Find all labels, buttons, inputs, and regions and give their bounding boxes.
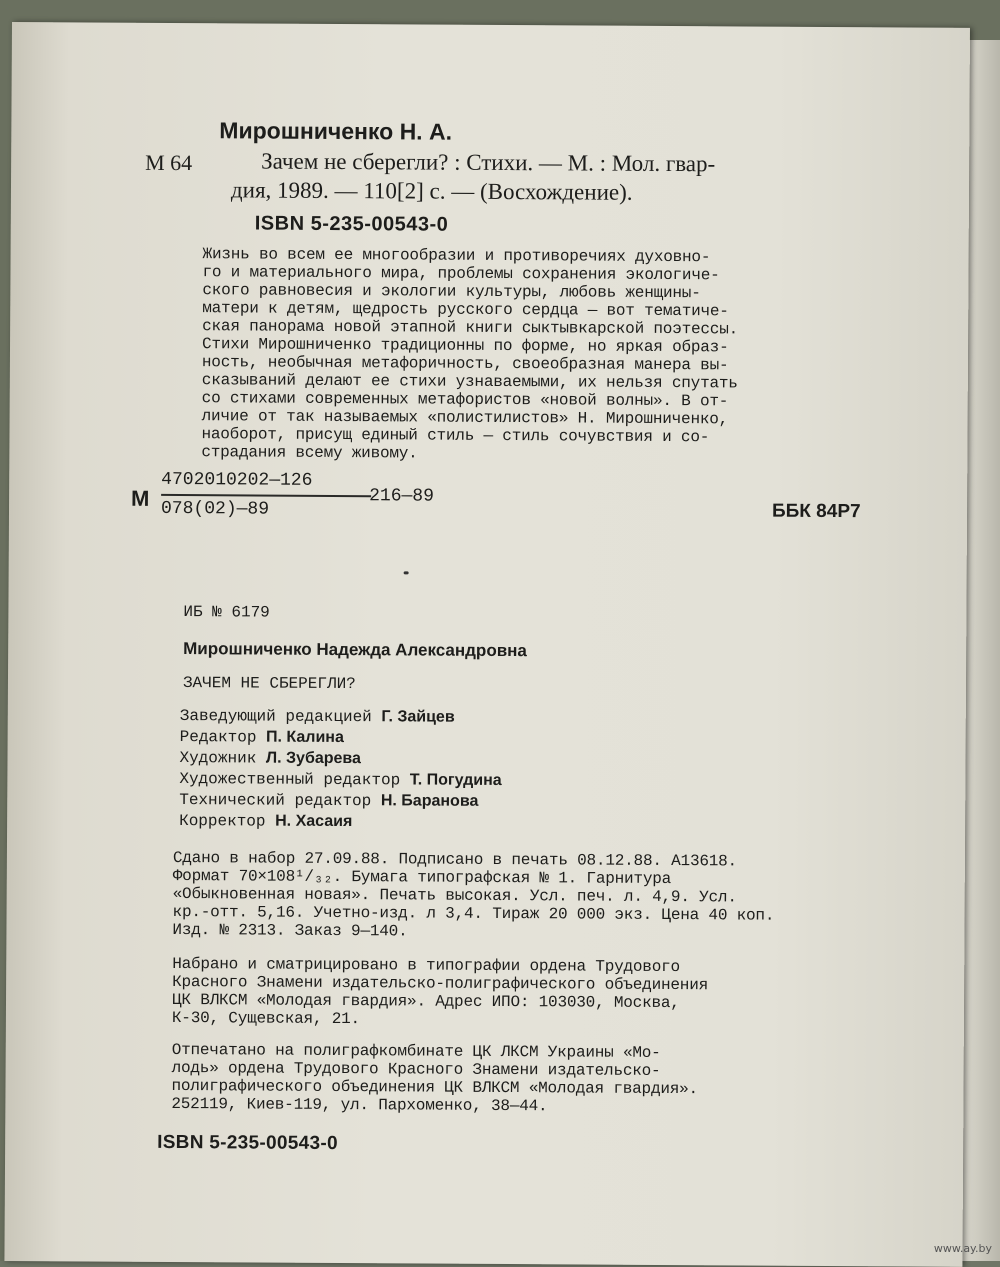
staff-name: Г. Зайцев [381,708,455,726]
staff-name: Т. Погудина [409,771,502,790]
print-details-line: Сдано в набор 27.09.88. Подписано в печать 08.12.88. А13618. [172,848,738,871]
staff-line [180,728,344,747]
catalog-code: М 64 [145,149,193,176]
print-speck [404,571,409,574]
classification-suffix: 216—89 [369,486,434,507]
staff-line [179,812,352,831]
printed-line: полиграфического объединения ЦК ВЛКСМ «Молодая гвардия». [171,1076,699,1099]
classification-denominator: 078(02)—89 [160,498,270,520]
printed-line: Отпечатано на полиграфкомбинате ЦК ЛКСМ Украины «Мо- [171,1040,661,1062]
typeset-line: Красного Знамени издательско-полиграфического объединения [172,972,709,995]
staff-name: Н. Баранова [380,792,479,810]
staff-role: Художественный редактор [179,770,401,790]
printed-line: лодь» ордена Трудового Красного Знамени издательско- [171,1058,661,1080]
annotation-line: ность, необычная метафоричность, своеобразная манера вы- [201,353,729,375]
isbn-bottom: ISBN 5-235-00543-0 [157,1131,338,1155]
author-full-name: Мирошниченко Надежда Александровна [183,639,527,661]
classification-letter: М [131,485,150,511]
staff-role: Редактор [179,728,257,747]
book-title-caps: ЗАЧЕМ НЕ СБЕРЕГЛИ? [182,674,356,694]
print-details-line: кр.-отт. 5,16. Учетно-изд. л 3,4. Тираж 20 000 экз. Цена 40 коп. [172,902,775,925]
ib-number: ИБ № 6179 [183,603,270,622]
annotation-line: ского равновесия и экологии культуры, любовь женщины- [202,281,701,303]
printed-line: 252119, Киев-119, ул. Пархоменко, 38—44. [171,1094,548,1116]
isbn-top: ISBN 5-235-00543-0 [254,212,449,236]
annotation-line: личие от так называемых «полистилистов» Н. Мирошниченко, [201,407,729,429]
bbk-code: ББК 84Р7 [771,500,861,523]
annotation-line: Стихи Мирошниченко традиционны по форме, но яркая образ- [201,335,729,357]
print-details-line: Формат 70×108¹/₃₂. Бумага типографская № 1. Гарнитура [172,866,672,889]
annotation-line: со стихами современных метафористов «новой волны». В от- [201,389,729,411]
staff-name: Н. Хасаия [275,812,353,831]
staff-role: Заведующий редакцией [179,707,372,727]
print-details-line: «Обыкновенная новая». Печать высокая. Усл. печ. л. 4,9. Усл. [172,884,737,907]
staff-role: Корректор [179,812,266,831]
staff-name: Л. Зубарева [265,749,361,768]
annotation-line: Жизнь во всем ее многообразии и противоречиях духовно- [202,245,711,267]
book-page [4,22,970,1267]
author-heading: Мирошниченко Н. А. [219,117,453,145]
staff-line [179,791,478,811]
typeset-line: Набрано и сматрицировано в типографии ордена Трудового [172,954,680,977]
annotation-line: наоборот, присущ единый стиль — стиль сочувствия и со- [201,425,710,447]
staff-line [180,707,455,727]
staff-line [179,749,361,768]
bib-record-line-2: дия, 1989. — 110[2] с. — (Восхождение). [230,177,633,205]
annotation-line: го и материального мира, проблемы сохранения экологиче- [202,263,720,285]
staff-role: Художник [179,749,257,768]
staff-name: П. Калина [266,728,344,747]
annotation-line: страдания всему живому. [201,443,418,463]
bib-record-line-1: Зачем не сберегли? : Стихи. — М. : Мол. гвар- [261,148,716,177]
typeset-line: К-30, Сущевская, 21. [171,1008,361,1029]
annotation-line: сказываний делают ее стихи узнаваемыми, их нельзя спутать [201,371,738,393]
classification-numerator: 4702010202—126 [161,469,313,491]
staff-role: Технический редактор [179,791,372,811]
site-watermark: www.ay.by [933,1242,992,1255]
staff-line [179,770,501,790]
typeset-line: ЦК ВЛКСМ «Молодая гвардия». Адрес ИПО: 103030, Москва, [171,990,680,1013]
annotation-line: матери к детям, щедрость русского сердца — вот тематиче- [202,299,729,321]
annotation-line: ская панорама новой этапной книги сыктывкарской поэтессы. [202,317,739,339]
print-details-line: Изд. № 2313. Заказ 9—140. [172,920,408,941]
fraction-line [161,494,371,497]
